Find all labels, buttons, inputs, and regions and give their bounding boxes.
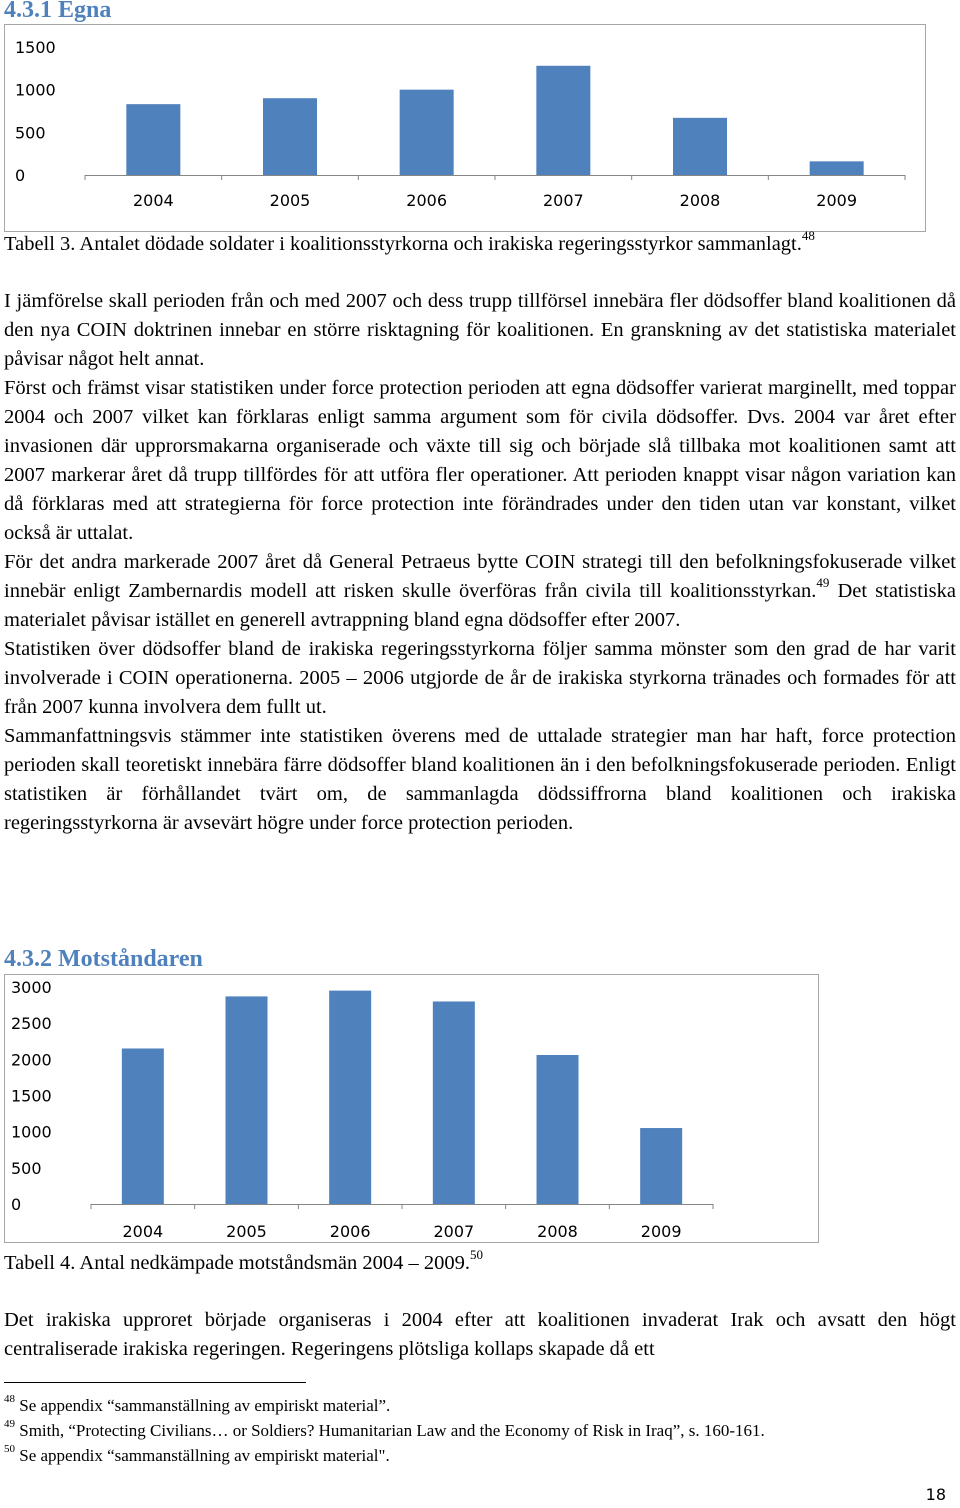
bar-2007 [536,66,590,175]
bar-2006 [400,90,454,175]
footnote [4,1443,956,1468]
bar-2005 [263,98,317,175]
footnote-number: 48 [4,1393,15,1406]
x-tick-label: 2005 [226,1222,267,1241]
footnote-ref-48: 48 [801,228,815,244]
footnote-ref-50: 50 [470,1247,483,1263]
footnote-number: 50 [4,1443,15,1456]
bar-2005 [226,996,268,1204]
bar-2008 [537,1055,579,1204]
y-tick-label: 2000 [11,1050,52,1070]
bar-2004 [122,1048,164,1204]
table-3-caption [4,230,956,259]
body-text-own [4,287,956,838]
section-heading-egna: 4.3.1 Egna [4,0,112,23]
footnote-text: Se appendix “sammanställning av empiriskt material". [19,1446,390,1465]
section-heading-motstandaren: 4.3.2 Motståndaren [4,946,203,972]
page-number: 18 [925,1485,946,1504]
paragraph-text: Det statistiska materialet påvisar istället en generell avtrappning bland egna dödsoffer efter 2007. [4,580,956,631]
bar-2007 [433,1001,475,1204]
table-4-caption [4,1249,483,1278]
chart-own-casualties-svg [5,25,925,231]
x-tick-label: 2004 [122,1222,164,1241]
chart-enemy-killed-svg [5,975,818,1242]
x-tick-label: 2008 [679,191,721,210]
table-3-caption-text: Tabell 3. Antalet dödade soldater i koalitionsstyrkorna och irakiska regeringsstyrkor sammanlagt. [4,233,802,255]
footnote [4,1418,956,1443]
x-tick-label: 2006 [406,191,448,210]
x-tick-label: 2007 [433,1222,475,1241]
bar-2004 [126,104,180,175]
y-tick-label: 0 [15,166,26,185]
x-tick-label: 2009 [640,1222,682,1241]
footnote-number: 49 [4,1418,15,1431]
x-tick-label: 2006 [329,1222,371,1241]
footnote-ref-49: 49 [816,575,830,591]
chart-enemy-killed [4,974,819,1243]
bar-2006 [329,991,371,1204]
y-tick-label: 1500 [15,38,56,57]
x-tick-label: 2008 [537,1222,578,1241]
paragraph: Statistiken över dödsoffer bland de irakiska regeringsstyrkorna följer samma mönster som den grad de har varit involverade i COIN operationerna. 2005 – 2006 utgjorde de år de irakiska styrkorna tränades och formades för att från 2007 kunna involvera dem fullt ut. [4,638,956,718]
paragraph: I jämförelse skall perioden från och med 2007 och dess trupp tillförsel innebära fler dödsoffer bland koalitionen då den nya COIN doktrinen innebar en större risktagning för koalitionen. En granskning av det statistiska materialet påvisar något helt annat. [4,290,956,370]
bar-2008 [673,118,727,175]
paragraph [4,548,956,635]
paragraph-text: För det andra markerade 2007 året då General Petraeus bytte COIN strategi till den befolkningsfokuserade vilket innebär enligt Zambernardis modell att risken skulle överföras från civila till koalitionsstyrkan. [4,551,956,602]
footnotes [4,1393,956,1468]
chart-own-casualties [4,24,926,232]
paragraph: Först och främst visar statistiken under force protection perioden att egna dödsoffer varierat marginellt, med toppar 2004 och 2007 vilket kan förklaras enligt samma argument som för civila dödsoffer. Dvs. 2004 var året efter invasionen där upprorsmakarna organiserade och växte till sig och började slå tillbaka mot koalitionen samt att 2007 markerar året då trupp tillfördes för att utföra fler operationer. Att perioden knappt visar någon variation kan då förklaras med att strategierna för force protection inte förändrades under den tiden utan var konstant, vilket också är uttalat. [4,377,956,544]
footnote-text: Se appendix “sammanställning av empiriskt material”. [19,1396,391,1415]
y-tick-label: 0 [11,1195,22,1214]
bar-2009 [640,1128,682,1204]
y-tick-label: 2500 [11,1014,52,1034]
x-tick-label: 2004 [132,191,174,210]
y-tick-label: 1500 [11,1086,52,1106]
x-tick-label: 2009 [816,191,858,210]
y-tick-label: 500 [15,123,46,143]
x-tick-label: 2007 [542,191,584,210]
y-tick-label: 3000 [11,978,52,997]
y-tick-label: 1000 [15,80,56,100]
body-text-enemy [4,1306,956,1364]
paragraph: Det irakiska upproret började organiseras i 2004 efter att koalitionen invaderat Irak och avsatt den högt centraliserade irakiska regeringen. Regeringens plötsliga kollaps skapade då ett [4,1309,956,1360]
footnote-divider [4,1382,306,1383]
y-tick-label: 1000 [11,1122,52,1142]
paragraph: Sammanfattningsvis stämmer inte statistiken överens med de uttalade strategier man har haft, force protection perioden skall teoretiskt innebära färre dödsoffer bland koalitionen än i den befolkningsfokuserade perioden. Enligt statistiken är förhållandet tvärt om, de sammanlagda dödssiffrorna bland koalitionen och irakiska regeringsstyrkorna är avsevärt högre under force protection perioden. [4,725,956,834]
bar-2009 [810,161,864,175]
footnote [4,1393,956,1418]
table-4-caption-text: Tabell 4. Antal nedkämpade motståndsmän 2004 – 2009. [4,1252,470,1274]
x-tick-label: 2005 [269,191,311,210]
y-tick-label: 500 [11,1158,42,1178]
footnote-text: Smith, “Protecting Civilians… or Soldiers? Humanitarian Law and the Economy of Risk in Iraq”, s. 160-161. [19,1421,765,1440]
